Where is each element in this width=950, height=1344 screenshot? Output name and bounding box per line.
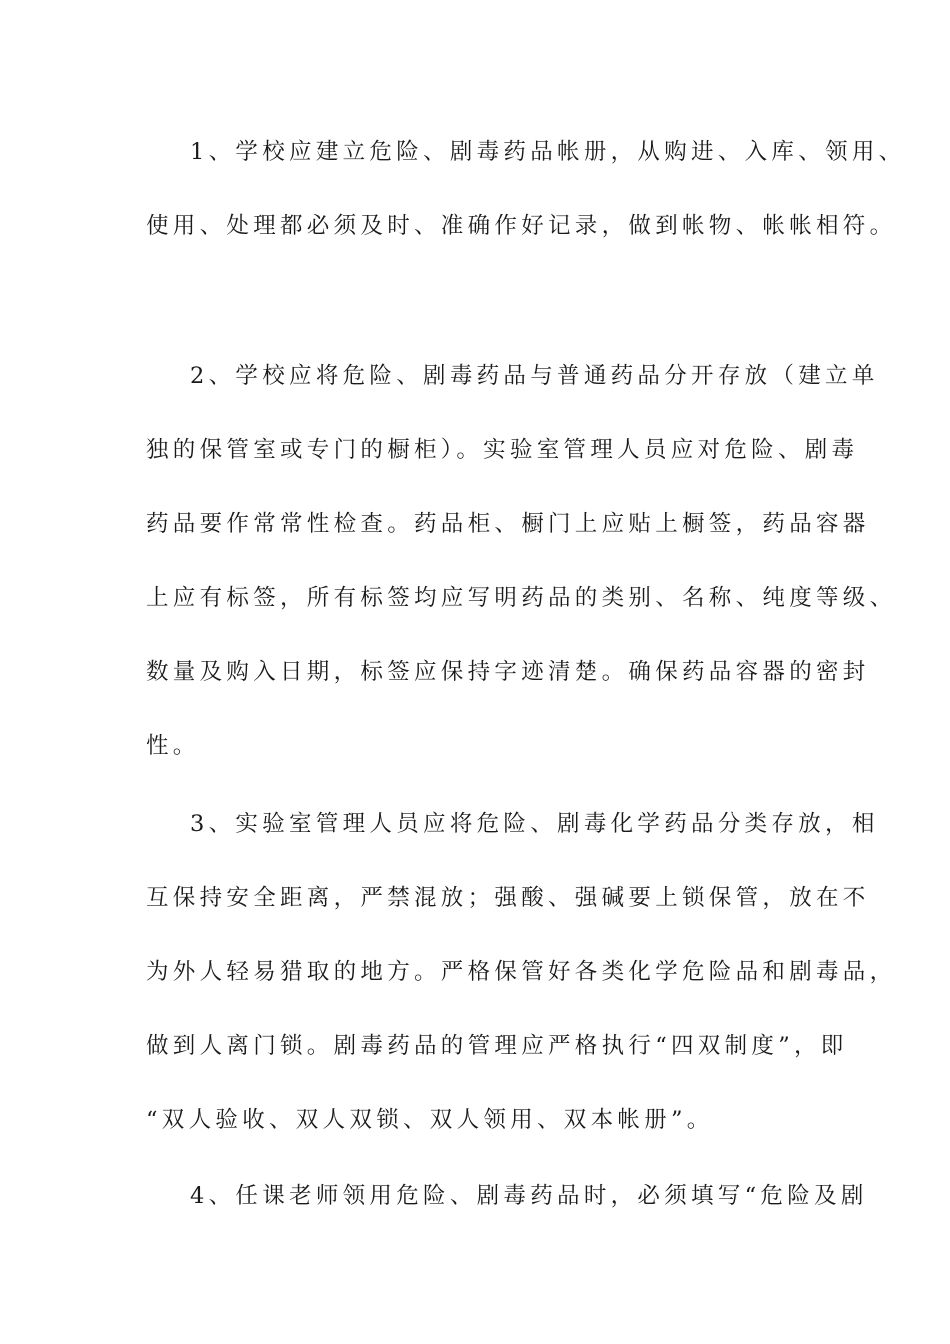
paragraph-3-line-3: 为外人轻易猎取的地方。严格保管好各类化学危险品和剧毒品，: [146, 959, 897, 985]
paragraph-2-line-3: 药品要作常常性检查。药品柜、橱门上应贴上橱签，药品容器: [146, 511, 870, 537]
paragraph-2-line-1: 2、学校应将危险、剧毒药品与普通药品分开存放（建立单: [190, 363, 879, 389]
paragraph-3-line-5: “双人验收、双人双锁、双人领用、双本帐册”。: [146, 1107, 714, 1133]
paragraph-2-line-5: 数量及购入日期，标签应保持字迹清楚。确保药品容器的密封: [146, 659, 870, 685]
paragraph-3-line-4: 做到人离门锁。剧毒药品的管理应严格执行“四双制度”，即: [146, 1033, 848, 1059]
paragraph-2-line-6: 性。: [146, 733, 200, 759]
paragraph-3-line-2: 互保持安全距离，严禁混放；强酸、强碱要上锁保管，放在不: [146, 885, 870, 911]
paragraph-2-line-2: 独的保管室或专门的橱柜）。实验室管理人员应对危险、剧毒: [146, 437, 859, 463]
paragraph-1-line-2: 使用、处理都必须及时、准确作好记录，做到帐物、帐帐相符。: [146, 213, 897, 239]
paragraph-1-line-1: 1、学校应建立危险、剧毒药品帐册，从购进、入库、领用、: [190, 139, 906, 165]
paragraph-4-line-1: 4、任课老师领用危险、剧毒药品时，必须填写“危险及剧: [190, 1183, 868, 1209]
paragraph-2-line-4: 上应有标签，所有标签均应写明药品的类别、名称、纯度等级、: [146, 585, 897, 611]
paragraph-3-line-1: 3、实验室管理人员应将危险、剧毒化学药品分类存放，相: [190, 811, 879, 837]
